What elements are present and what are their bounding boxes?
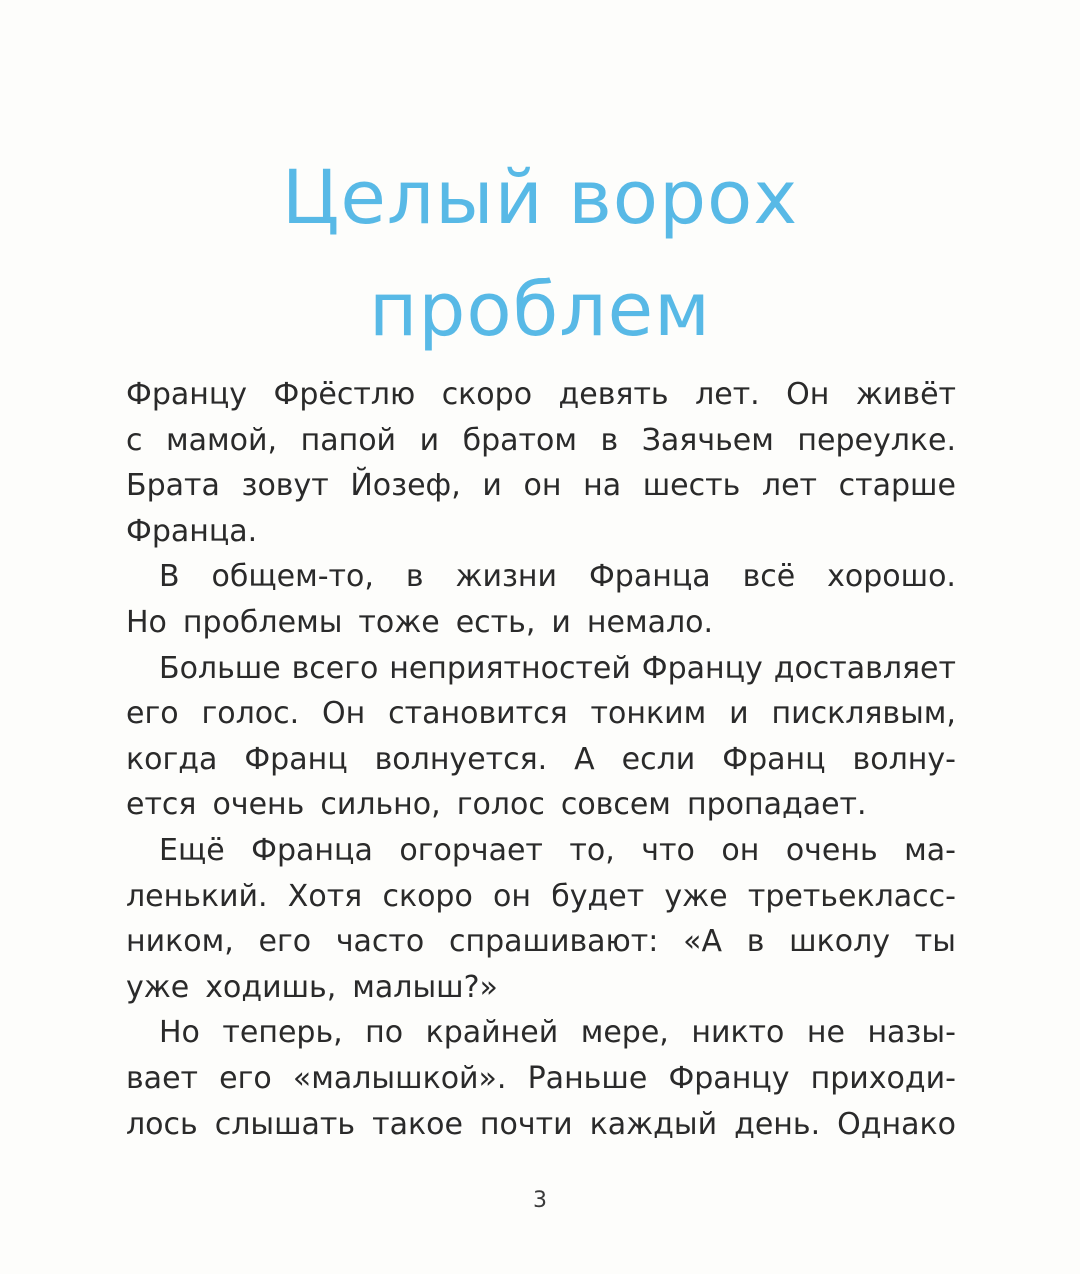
text-line: ется очень сильно, голос совсем пропадает. <box>126 787 867 823</box>
text-line: ником, его часто спрашивают: «А в школу ты <box>126 924 956 960</box>
text-line: Франца. <box>126 513 258 549</box>
chapter-title <box>0 142 1080 366</box>
paragraph <box>126 554 956 645</box>
text-line: ленький. Хотя скоро он будет уже третьекласс- <box>126 878 956 914</box>
chapter-title-line-2: проблем <box>369 266 711 353</box>
text-line: лось слышать такое почти каждый день. Однако <box>126 1106 956 1142</box>
text-line: В общем-то, в жизни Франца всё хорошо. <box>159 559 956 595</box>
text-line: уже ходишь, малыш?» <box>126 969 498 1005</box>
text-line: с мамой, папой и братом в Заячьем переулке. <box>126 422 956 458</box>
text-line: Францу Фрёстлю скоро девять лет. Он живёт <box>126 377 956 412</box>
text-line: Но теперь, по крайней мере, никто не назы- <box>159 1015 956 1051</box>
text-line: Ещё Франца огорчает то, что он очень ма- <box>159 832 956 868</box>
text-line: его голос. Он становится тонким и писклявым, <box>126 696 956 732</box>
paragraph <box>126 1010 956 1147</box>
text-line: вает его «малышкой». Раньше Францу приходи- <box>126 1060 956 1096</box>
text-line: Но проблемы тоже есть, и немало. <box>126 604 714 640</box>
paragraph <box>126 828 956 1010</box>
text-line: когда Франц волнуется. А если Франц волну- <box>126 741 956 777</box>
text-line: Больше всего неприятностей Францу доставляет <box>159 650 956 686</box>
paragraph <box>126 372 956 554</box>
page-number: 3 <box>533 1188 547 1213</box>
text-line: Брата зовут Йозеф, и он на шесть лет старше <box>126 468 956 504</box>
paragraph <box>126 646 956 828</box>
chapter-title-line-1: Целый ворох <box>281 154 799 241</box>
body-text <box>126 372 956 1147</box>
